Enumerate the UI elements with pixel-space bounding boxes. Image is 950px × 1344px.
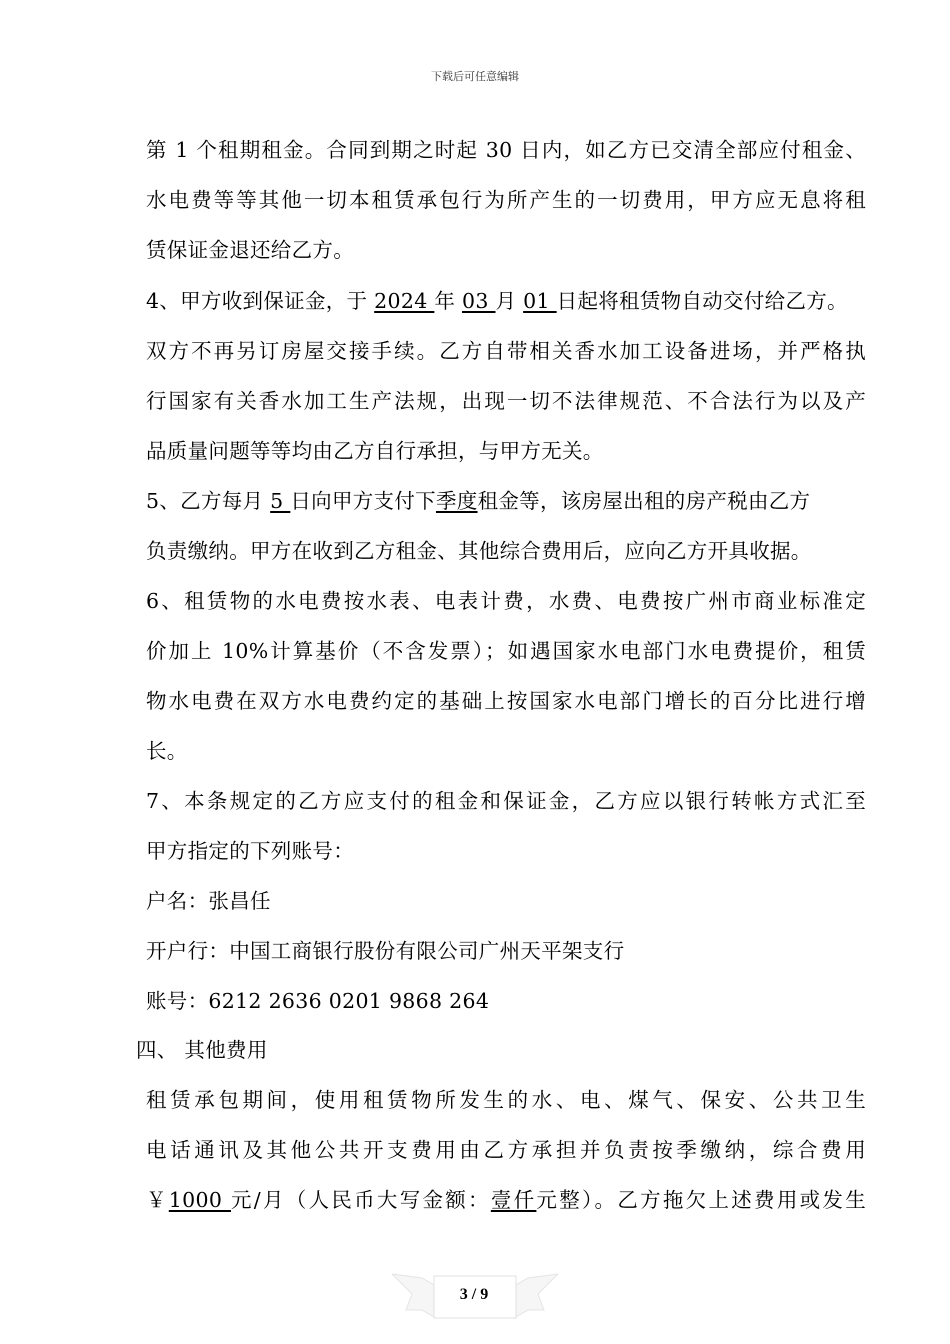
page-header: 下载后可任意编辑 xyxy=(431,70,519,83)
paragraph-line xyxy=(146,1185,866,1215)
paragraph-line xyxy=(146,936,866,966)
line-text: 品质量问题等等均由乙方自行承担，与甲方无关。 xyxy=(146,439,604,463)
paragraph-line xyxy=(146,436,866,466)
paragraph-line xyxy=(146,1135,866,1165)
line-text: 6、租赁物的水电费按水表、电表计费，水费、电费按广州市商业标准定 xyxy=(146,589,866,613)
paragraph-line xyxy=(146,1085,866,1115)
line-text: ￥ xyxy=(146,1188,169,1212)
line-text: 物水电费在双方水电费约定的基础上按国家水电部门增长的百分比进行增 xyxy=(146,689,866,713)
line-text: 行国家有关香水加工生产法规，出现一切不法律规范、不合法行为以及产 xyxy=(146,389,866,413)
line-text: 开户行：中国工商银行股份有限公司广州天平架支行 xyxy=(146,939,625,963)
underlined-fill-value: 1000 xyxy=(168,1188,231,1212)
paragraph-line xyxy=(146,636,866,666)
line-text: 第 1 个租期租金。合同到期之时起 30 日内，如乙方已交清全部应付租金、 xyxy=(146,138,866,162)
underlined-fill-value: 2024 xyxy=(374,289,435,313)
line-text: 5、乙方每月 xyxy=(146,489,271,513)
underlined-fill-value: 壹仟 xyxy=(490,1188,537,1212)
line-text: 年 xyxy=(434,289,462,313)
paragraph-line xyxy=(146,486,866,516)
underlined-fill-value: 5 xyxy=(270,489,291,513)
paragraph-line xyxy=(146,536,866,566)
line-text: 日向甲方支付下 xyxy=(290,489,436,513)
line-text: 元/月（人民币大写金额： xyxy=(230,1188,491,1212)
line-text: 四、 其他费用 xyxy=(136,1038,268,1062)
underlined-fill-value: 03 xyxy=(461,289,496,313)
line-text: 租赁承包期间，使用租赁物所发生的水、电、煤气、保安、公共卫生 xyxy=(146,1088,866,1112)
line-text: 7、本条规定的乙方应支付的租金和保证金，乙方应以银行转帐方式汇至 xyxy=(146,789,866,813)
line-text: 价加上 10%计算基价（不含发票）；如遇国家水电部门水电费提价，租赁 xyxy=(146,639,866,663)
paragraph-line xyxy=(146,836,866,866)
paragraph-line xyxy=(146,235,866,265)
paragraph-line xyxy=(146,286,866,316)
paragraph-line xyxy=(146,686,866,716)
line-text: 租金等，该房屋出租的房产税由乙方 xyxy=(477,489,811,513)
page-number: 3 / 9 xyxy=(459,1286,489,1303)
underlined-fill-value: 季度 xyxy=(435,489,478,513)
line-text: 户名：张昌任 xyxy=(146,889,271,913)
line-text: 甲方指定的下列账号： xyxy=(146,839,354,863)
line-text: 双方不再另订房屋交接手续。乙方自带相关香水加工设备进场，并严格执 xyxy=(146,339,866,363)
paragraph-line xyxy=(146,336,866,366)
line-text: 水电费等等其他一切本租赁承包行为所产生的一切费用，甲方应无息将租 xyxy=(146,188,866,212)
line-text: 4、甲方收到保证金，于 xyxy=(146,289,375,313)
line-text: 账号：6212 2636 0201 9868 264 xyxy=(146,989,490,1013)
paragraph-line xyxy=(146,786,866,816)
line-text: 赁保证金退还给乙方。 xyxy=(146,238,354,262)
line-text: 电话通讯及其他公共开支费用由乙方承担并负责按季缴纳，综合费用 xyxy=(146,1138,866,1162)
paragraph-line xyxy=(146,586,866,616)
paragraph-line xyxy=(146,736,866,766)
paragraph-line xyxy=(146,886,866,916)
paragraph-line xyxy=(146,386,866,416)
paragraph-line xyxy=(146,185,866,215)
line-text: 负责缴纳。甲方在收到乙方租金、其他综合费用后，应向乙方开具收据。 xyxy=(146,539,812,563)
line-text: 日起将租赁物自动交付给乙方。 xyxy=(556,289,848,313)
line-text: 长。 xyxy=(146,739,188,763)
paragraph-line xyxy=(146,135,866,165)
line-text: 月 xyxy=(495,289,524,313)
underlined-fill-value: 01 xyxy=(523,289,557,313)
line-text: 元整）。乙方拖欠上述费用或发生 xyxy=(536,1188,866,1212)
section-heading xyxy=(136,1035,856,1065)
paragraph-line xyxy=(146,986,866,1016)
